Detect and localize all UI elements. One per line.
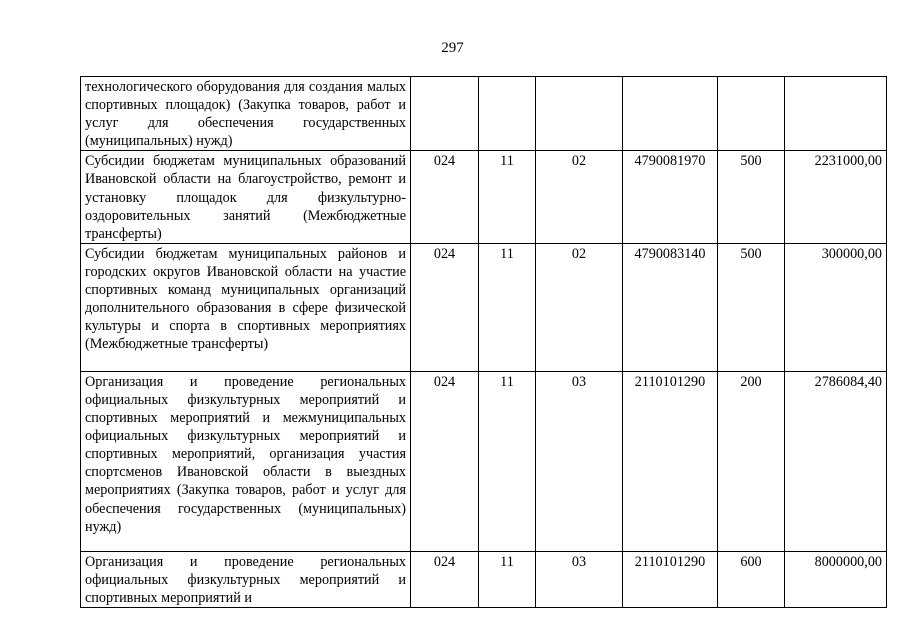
row-expense-type: 500 bbox=[718, 243, 785, 371]
row-expense-type bbox=[718, 77, 785, 151]
row-grbs-code: 024 bbox=[411, 551, 479, 607]
row-amount: 2231000,00 bbox=[785, 151, 887, 243]
budget-table bbox=[80, 76, 887, 608]
row-amount bbox=[785, 77, 887, 151]
row-amount: 300000,00 bbox=[785, 243, 887, 371]
table-row bbox=[81, 371, 887, 551]
page-number: 297 bbox=[441, 40, 464, 56]
row-grbs-code: 024 bbox=[411, 371, 479, 551]
row-section-code: 11 bbox=[479, 151, 536, 243]
row-subsection-code: 02 bbox=[536, 243, 623, 371]
row-description: технологического оборудования для создания малых спортивных площадок) (Закупка товаров, работ и услуг для обеспечения государственных (муниципальных) нужд) bbox=[81, 77, 411, 151]
row-amount: 8000000,00 bbox=[785, 551, 887, 607]
row-grbs-code: 024 bbox=[411, 151, 479, 243]
row-subsection-code: 03 bbox=[536, 551, 623, 607]
table-row bbox=[81, 77, 887, 151]
row-section-code: 11 bbox=[479, 551, 536, 607]
row-target-article: 2110101290 bbox=[623, 551, 718, 607]
row-section-code: 11 bbox=[479, 243, 536, 371]
table-row bbox=[81, 243, 887, 371]
row-subsection-code: 03 bbox=[536, 371, 623, 551]
row-expense-type: 200 bbox=[718, 371, 785, 551]
row-description: Субсидии бюджетам муниципальных образований Ивановской области на благоустройство, ремонт и установку площадок для физкультурно-оздоровительных занятий (Межбюджетные трансферты) bbox=[81, 151, 411, 243]
row-target-article: 2110101290 bbox=[623, 371, 718, 551]
row-grbs-code bbox=[411, 77, 479, 151]
row-amount: 2786084,40 bbox=[785, 371, 887, 551]
row-subsection-code bbox=[536, 77, 623, 151]
row-section-code: 11 bbox=[479, 371, 536, 551]
row-subsection-code: 02 bbox=[536, 151, 623, 243]
row-section-code bbox=[479, 77, 536, 151]
table-row bbox=[81, 551, 887, 607]
row-description: Субсидии бюджетам муниципальных районов и городских округов Ивановской области на участие спортивных команд муниципальных организаций дополнительного образования в сфере физической культуры и спорта в спортивных мероприятиях (Межбюджетные трансферты) bbox=[81, 243, 411, 371]
row-target-article: 4790081970 bbox=[623, 151, 718, 243]
row-target-article: 4790083140 bbox=[623, 243, 718, 371]
row-description: Организация и проведение региональных официальных физкультурных мероприятий и спортивных мероприятий и межмуниципальных официальных физкультурных мероприятий и спортивных мероприятий, организация участия спортсменов Ивановской области в выездных мероприятиях (Закупка товаров, работ и услуг для обеспечения государственных (муниципальных) нужд) bbox=[81, 371, 411, 551]
table-row bbox=[81, 151, 887, 243]
row-expense-type: 600 bbox=[718, 551, 785, 607]
row-description: Организация и проведение региональных официальных физкультурных мероприятий и спортивных мероприятий и bbox=[81, 551, 411, 607]
row-target-article bbox=[623, 77, 718, 151]
row-expense-type: 500 bbox=[718, 151, 785, 243]
row-grbs-code: 024 bbox=[411, 243, 479, 371]
